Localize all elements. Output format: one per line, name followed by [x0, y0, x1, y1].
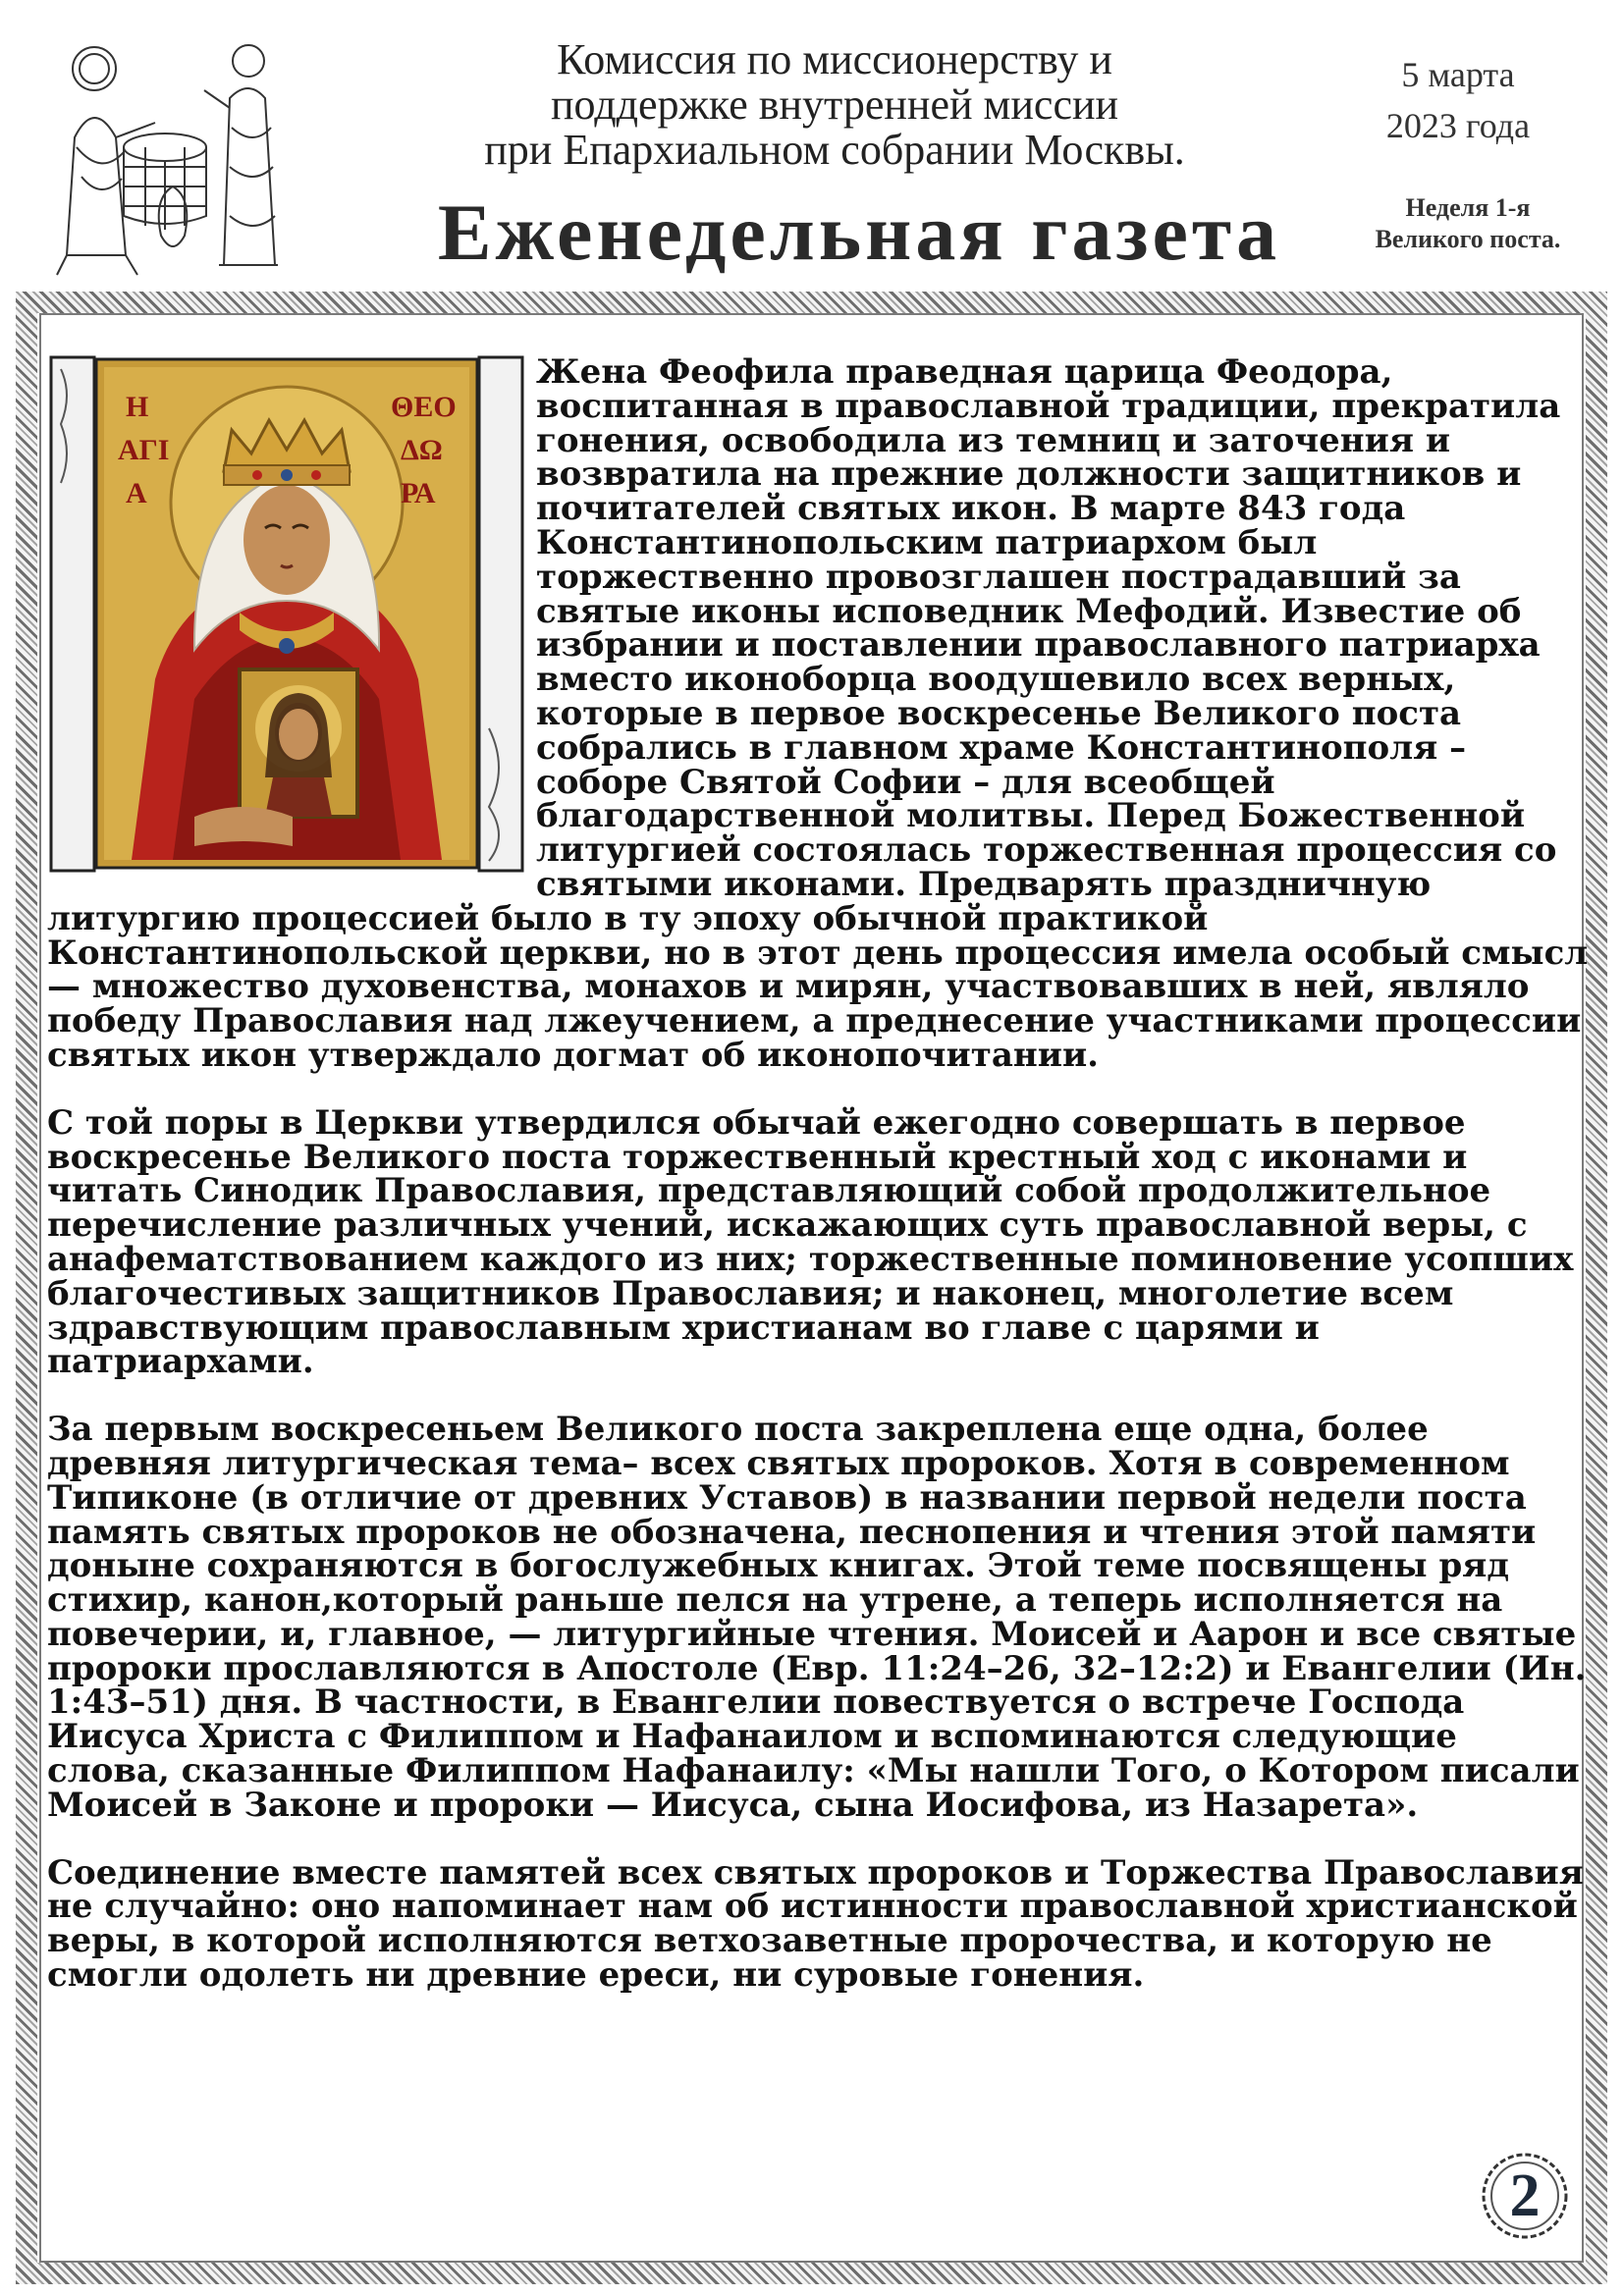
newspaper-title: Еженедельная газета	[437, 187, 1281, 277]
article-paragraph-1: Жена Феофила праведная царица Феодора, воспитанная в православной традиции, прекратила гонения, освободила из темниц и заточения и возвратила на прежние должности защитников и почитателей святых икон. В марте 843 года Константинопольским патриархом был торжественно провозглашен пострадавший за святые иконы исповедник Мефодий. Известие об избрании и поставлении православного патриарха вместо иконоборца воодушевило всех верных, которые в первое воскресенье Великого поста собрались в главном храме Константинополя – соборе Святой Софии – для всеобщей благодарственной молитвы. Перед Божественной литургией состоялась торжественная процессия со святыми иконами. Предварять праздничную литургию процессией было в ту эпоху обычной практикой Константинопольской церкви, но в этот день процессия имела особый смысл — множество духовенства, монахов и мирян, участвовавших в ней, являло победу Православия над лжеучением, а преднесение участниками процессии святых икон утверждало догмат об иконопочитании.	[47, 352, 1589, 1075]
christ-and-samaritan-woman-drawing	[47, 29, 293, 280]
icon-inscription-left-3: А	[126, 477, 147, 509]
icon-inscription-left-2: АГІ	[118, 434, 170, 466]
icon-inscription-right-3: ΡΑ	[401, 477, 436, 509]
drop-cap-icon-image	[47, 355, 530, 873]
issue-date	[1325, 49, 1591, 151]
issue-date-year: 2023 года	[1385, 106, 1531, 145]
org-line-2: поддержке внутренней миссии	[550, 80, 1119, 129]
article-body	[47, 352, 1589, 1996]
header-illustration	[47, 29, 293, 280]
page-number: 2	[1509, 2163, 1541, 2229]
saint-theodora-icon	[47, 355, 530, 873]
article-paragraph-2: С той поры в Церкви утвердился обычай ежегодно совершать в первое воскресенье Великого поста торжественный крестный ход с иконами и читать Синодик Православия, представляющий собой продолжительное перечисление различных учений, искажающих суть православной веры, с анафематствованием каждого из них; торжественные поминовение усопших благочестивых защитников Православия; и наконец, многолетие всем здравствующим православным христианам во главе с царями и патриархами.	[47, 1102, 1574, 1382]
icon-inscription-right-1: ΘΕΟ	[391, 391, 457, 423]
icon-inscription-left-1: Н	[126, 391, 149, 423]
organization-name	[412, 37, 1257, 173]
article-paragraph-3: За первым воскресеньем Великого поста закреплена еще одна, более древняя литургическая тема– всех святых пророков. Хотя в современном Типиконе (в отличие от древних Уставов) в названии первой недели поста память святых пророков не обозначена, песнопения и чтения этой памяти доныне сохраняются в богослужебных книгах. Этой теме посвящены ряд стихир, канон,который раньше пелся на утрене, а теперь исполняется на повечерии, и, главное, — литургийные чтения. Моисей и Аарон и все святые пророки прославляются в Апостоле (Евр. 11:24–26, 32–12:2) и Евангелии (Ин. 1:43–51) дня. В частности, в Евангелии повествуется о встрече Господа Иисуса Христа с Филиппом и Нафанаилом и вспоминаются следующие слова, сказанные Филиппом Нафанаилу: «Мы нашли Того, о Котором писали Моисей в Законе и пророки — Иисуса, сына Иосифова, из Назарета».	[47, 1410, 1587, 1825]
article-paragraph-4: Соединение вместе памятей всех святых пророков и Торжества Православия не случайно: оно напоминает нам об истинности православной христианской веры, в которой исполняются ветхозаветные пророчества, и которую не смогли одолеть ни древние ереси, ни суровые гонения.	[47, 1852, 1584, 1996]
org-line-1: Комиссия по миссионерству и	[557, 35, 1112, 83]
page-number-badge	[1481, 2152, 1569, 2240]
issue-date-day: 5 марта	[1401, 55, 1515, 94]
liturgical-week-line-1: Неделя 1-я	[1405, 193, 1531, 222]
liturgical-week	[1335, 192, 1600, 255]
liturgical-week-line-2: Великого поста.	[1375, 225, 1561, 253]
icon-inscription-right-2: ΔΩ	[401, 434, 443, 466]
org-line-3: при Епархиальном собрании Москвы.	[484, 126, 1185, 174]
